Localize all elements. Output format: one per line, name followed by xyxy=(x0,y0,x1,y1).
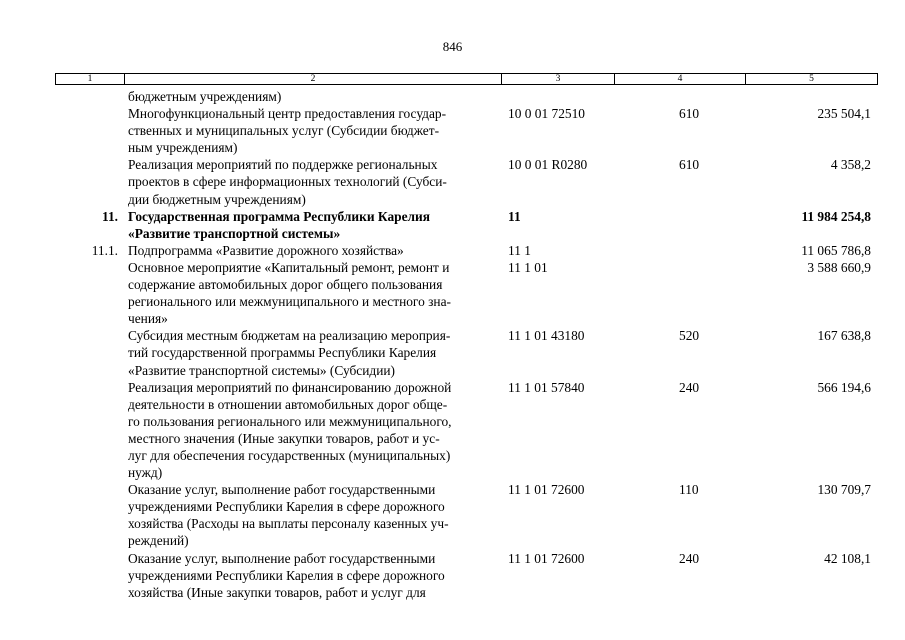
column-header-4: 4 xyxy=(614,74,745,84)
row-name xyxy=(123,481,500,549)
row-name-line: хозяйства (Расходы на выплаты персоналу казенных уч- xyxy=(128,516,449,532)
table-row xyxy=(55,550,878,601)
row-amount: 235 504,1 xyxy=(817,106,871,122)
row-name-line: проектов в сфере информационных технологий (Субси- xyxy=(128,174,447,190)
row-code: 11 1 01 57840 xyxy=(508,379,585,395)
row-code: 11 1 01 xyxy=(508,259,548,275)
row-name xyxy=(123,208,500,242)
row-amount: 566 194,6 xyxy=(817,379,871,395)
row-code: 11 1 01 72600 xyxy=(508,550,585,566)
row-name-line: бюджетным учреждениям) xyxy=(128,89,282,104)
row-amount: 167 638,8 xyxy=(817,328,871,344)
row-expense-type xyxy=(613,242,744,259)
row-code xyxy=(500,88,613,105)
row-name-line: регионального или межмуниципального и местного зна- xyxy=(128,294,451,310)
row-name-line: Государственная программа Республики Карелия xyxy=(128,208,431,224)
row-name-line: «Развитие транспортной системы» xyxy=(128,225,341,241)
table-row xyxy=(55,379,878,482)
table-header xyxy=(55,73,878,85)
row-code: 11 xyxy=(508,208,521,224)
row-name xyxy=(123,379,500,482)
row-name xyxy=(123,327,500,378)
row-number xyxy=(55,379,123,482)
row-amount: 11 065 786,8 xyxy=(801,242,871,258)
row-name-line: хозяйства (Иные закупки товаров, работ и услуг для xyxy=(128,584,426,600)
row-name-line: учреждениями Республики Карелия в сфере дорожного xyxy=(128,499,445,515)
row-name-line: Оказание услуг, выполнение работ государственными xyxy=(128,550,436,566)
row-expense-type: 240 xyxy=(679,550,700,566)
table-row xyxy=(55,105,878,156)
row-number xyxy=(55,88,123,105)
row-name xyxy=(123,105,500,156)
table-row xyxy=(55,481,878,549)
row-name-line: Реализация мероприятий по поддержке региональных xyxy=(128,157,438,173)
column-header-3: 3 xyxy=(501,74,614,84)
column-header-2: 2 xyxy=(124,74,501,84)
row-name xyxy=(123,550,500,601)
row-amount xyxy=(744,88,876,105)
row-amount: 130 709,7 xyxy=(817,482,871,498)
table-body xyxy=(55,88,878,601)
row-name-line: Оказание услуг, выполнение работ государственными xyxy=(128,482,436,498)
row-amount: 4 358,2 xyxy=(830,157,871,173)
row-number xyxy=(55,259,123,327)
row-amount: 11 984 254,8 xyxy=(801,208,871,224)
row-name-line: Многофункциональный центр предоставления государ- xyxy=(128,106,447,122)
row-code: 10 0 01 72510 xyxy=(508,106,585,122)
row-name-line: тий государственной программы Республики Карелия xyxy=(128,345,437,361)
row-code: 11 1 xyxy=(508,242,531,258)
row-name-line: содержание автомобильных дорог общего пользования xyxy=(128,277,443,293)
row-name-line: Подпрограмма «Развитие дорожного хозяйства» xyxy=(128,242,404,258)
row-name-line: го пользования регионального или межмуниципального, xyxy=(128,413,452,429)
row-name xyxy=(123,88,500,105)
row-name-line: «Развитие транспортной системы» (Субсидии) xyxy=(128,362,396,378)
row-code: 10 0 01 R0280 xyxy=(508,157,588,173)
table-row xyxy=(55,208,878,242)
row-expense-type xyxy=(613,208,744,242)
table-row xyxy=(55,259,878,327)
row-name-line: чения» xyxy=(128,311,168,327)
row-name-line: Основное мероприятие «Капитальный ремонт, ремонт и xyxy=(128,259,450,275)
table-row xyxy=(55,88,878,105)
row-name xyxy=(123,242,500,259)
row-name-line: учреждениями Республики Карелия в сфере дорожного xyxy=(128,567,445,583)
row-number xyxy=(55,327,123,378)
row-name-line: ственных и муниципальных услуг (Субсидии бюджет- xyxy=(128,123,440,139)
row-number xyxy=(55,550,123,601)
row-name-line: нужд) xyxy=(128,465,163,481)
row-expense-type xyxy=(613,88,744,105)
table-row xyxy=(55,156,878,207)
row-code: 11 1 01 43180 xyxy=(508,328,585,344)
row-name xyxy=(123,259,500,327)
row-name-line: луг для обеспечения государственных (муниципальных) xyxy=(128,447,451,463)
row-code: 11 1 01 72600 xyxy=(508,482,585,498)
table-row xyxy=(55,242,878,259)
column-header-5: 5 xyxy=(745,74,877,84)
row-expense-type: 110 xyxy=(679,482,699,498)
row-expense-type: 240 xyxy=(679,379,700,395)
row-name-line: Реализация мероприятий по финансированию дорожной xyxy=(128,379,452,395)
row-number: 11.1. xyxy=(91,242,118,258)
row-number: 11. xyxy=(102,208,118,224)
column-header-1: 1 xyxy=(87,74,93,84)
row-name xyxy=(123,156,500,207)
row-expense-type: 610 xyxy=(679,157,700,173)
row-number xyxy=(55,481,123,549)
row-expense-type xyxy=(613,259,744,327)
row-name-line: местного значения (Иные закупки товаров, работ и ус- xyxy=(128,430,440,446)
page-number: 846 xyxy=(442,39,463,54)
row-amount: 42 108,1 xyxy=(824,550,871,566)
row-name-line: реждений) xyxy=(128,533,189,549)
row-name-line: ным учреждениям) xyxy=(128,140,238,156)
table-row xyxy=(55,327,878,378)
row-number xyxy=(55,105,123,156)
row-name-line: дии бюджетным учреждениям) xyxy=(128,191,306,207)
row-amount: 3 588 660,9 xyxy=(807,259,871,275)
row-expense-type: 610 xyxy=(679,106,700,122)
row-name-line: Субсидия местным бюджетам на реализацию мероприя- xyxy=(128,328,451,344)
row-expense-type: 520 xyxy=(679,328,700,344)
row-number xyxy=(55,156,123,207)
row-name-line: деятельности в отношении автомобильных дорог обще- xyxy=(128,396,448,412)
